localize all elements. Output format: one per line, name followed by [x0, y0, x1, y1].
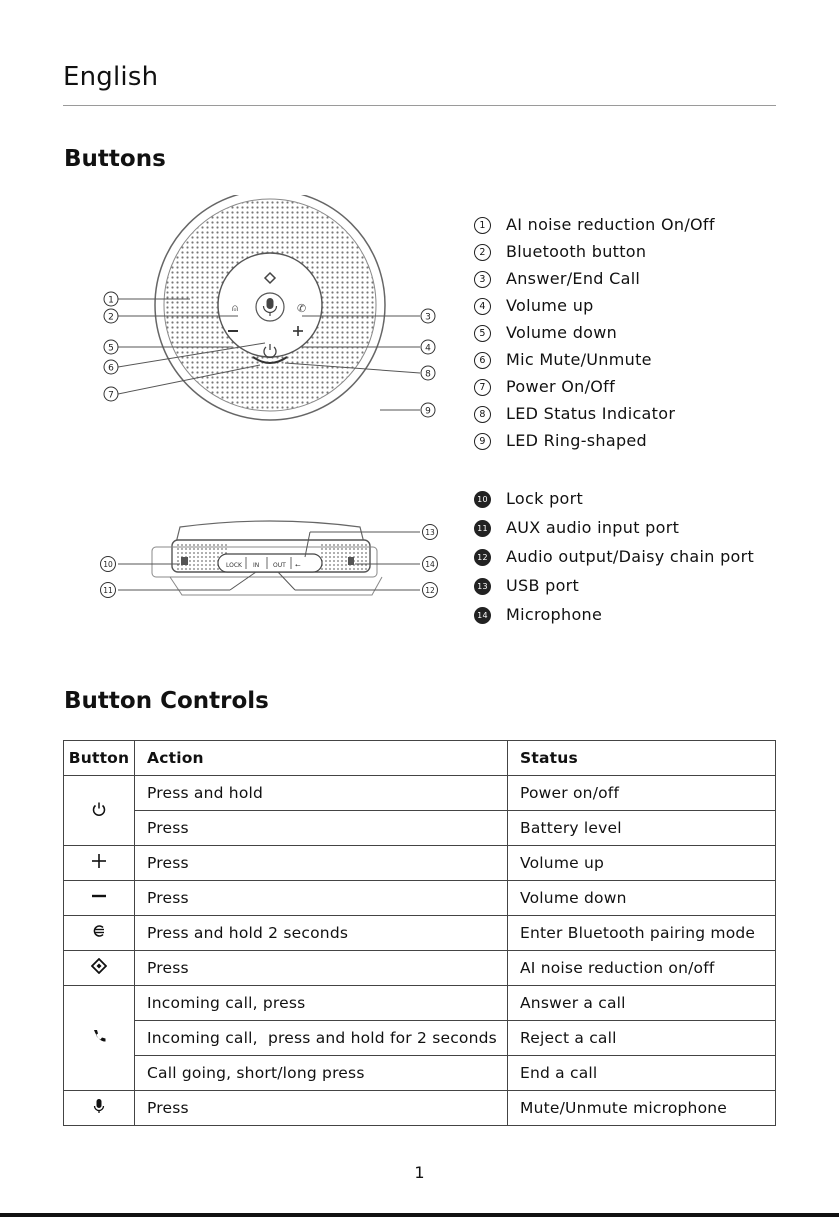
legend-item — [474, 605, 602, 629]
legend-label: USB port — [506, 576, 580, 595]
svg-text:14: 14 — [425, 560, 435, 569]
legend-item — [474, 242, 646, 266]
legend-label: Audio output/Daisy chain port — [506, 547, 755, 566]
svg-text:✆: ✆ — [297, 302, 307, 315]
lock-port-label: LOCK — [226, 562, 242, 569]
svg-text:⍝: ⍝ — [232, 303, 238, 314]
action-cell: Press — [135, 1091, 508, 1126]
status-cell: AI noise reduction on/off — [508, 951, 776, 986]
action-cell: Press and hold 2 seconds — [135, 916, 508, 951]
legend-item — [474, 489, 583, 513]
page-number: 1 — [414, 1163, 425, 1182]
legend-number: 4 — [474, 298, 491, 315]
svg-text:9: 9 — [425, 406, 431, 417]
mic-icon — [91, 1098, 107, 1114]
legend-item — [474, 518, 679, 542]
legend-item — [474, 350, 652, 374]
legend-label: Mic Mute/Unmute — [506, 350, 652, 369]
action-cell: Press — [135, 811, 508, 846]
status-cell: Reject a call — [508, 1021, 776, 1056]
legend-item — [474, 296, 594, 320]
svg-text:10: 10 — [103, 560, 113, 569]
legend-number: 2 — [474, 244, 491, 261]
section-title-button-controls: Button Controls — [64, 688, 269, 714]
legend-item — [474, 404, 675, 428]
svg-text:11: 11 — [103, 586, 113, 595]
table-row — [64, 916, 776, 951]
svg-text:4: 4 — [425, 343, 431, 354]
table-row — [64, 1021, 776, 1056]
page-language-title: English — [63, 62, 159, 92]
table-row — [64, 1091, 776, 1126]
legend-label: LED Status Indicator — [506, 404, 676, 423]
table-row — [64, 1056, 776, 1091]
status-cell: Power on/off — [508, 776, 776, 811]
status-cell: Answer a call — [508, 986, 776, 1021]
legend-label: Volume up — [506, 296, 594, 315]
action-cell: Press and hold — [135, 776, 508, 811]
legend-item — [474, 547, 754, 571]
legend-number: 9 — [474, 433, 491, 450]
action-cell: Press — [135, 881, 508, 916]
power-icon — [91, 801, 107, 817]
legend-item — [474, 431, 647, 455]
status-cell: End a call — [508, 1056, 776, 1091]
legend-number: 8 — [474, 406, 491, 423]
legend-number: 14 — [474, 607, 491, 624]
legend-item — [474, 269, 640, 293]
phone-icon — [91, 1028, 107, 1044]
header-action: Action — [135, 741, 508, 776]
action-cell: Press — [135, 951, 508, 986]
legend-item — [474, 323, 617, 347]
phone-button-cell — [64, 986, 135, 1091]
status-cell: Mute/Unmute microphone — [508, 1091, 776, 1126]
legend-label: Bluetooth button — [506, 242, 647, 261]
table-header-row — [64, 741, 776, 776]
status-cell: Enter Bluetooth pairing mode — [508, 916, 776, 951]
legend-number: 5 — [474, 325, 491, 342]
legend-label: Microphone — [506, 605, 603, 624]
ai-noise-button-cell — [64, 951, 135, 986]
plus-button-cell — [64, 846, 135, 881]
section-title-buttons: Buttons — [64, 146, 166, 172]
bluetooth-icon — [91, 923, 107, 939]
legend-label: Volume down — [506, 323, 618, 342]
status-cell: Volume up — [508, 846, 776, 881]
table-row — [64, 951, 776, 986]
audio-out-port-label: OUT — [273, 562, 286, 569]
status-cell: Battery level — [508, 811, 776, 846]
status-cell: Volume down — [508, 881, 776, 916]
table-row — [64, 776, 776, 811]
action-cell: Call going, short/long press — [135, 1056, 508, 1091]
ai-noise-icon — [91, 958, 107, 974]
svg-text:1: 1 — [108, 295, 114, 306]
legend-number: 7 — [474, 379, 491, 396]
legend-item — [474, 377, 615, 401]
svg-text:3: 3 — [425, 312, 431, 323]
legend-label: Lock port — [506, 489, 584, 508]
table-row — [64, 811, 776, 846]
svg-text:5: 5 — [108, 343, 114, 354]
legend-number: 10 — [474, 491, 491, 508]
legend-number: 6 — [474, 352, 491, 369]
header-button: Button — [64, 741, 135, 776]
power-button-cell — [64, 776, 135, 846]
speaker-top-view — [155, 195, 385, 420]
svg-text:6: 6 — [108, 363, 114, 374]
header-status: Status — [508, 741, 776, 776]
aux-in-port-label: IN — [253, 562, 260, 569]
legend-number: 11 — [474, 520, 491, 537]
mic-button-cell — [64, 1091, 135, 1126]
legend-label: AUX audio input port — [506, 518, 680, 537]
svg-text:2: 2 — [108, 312, 114, 323]
legend-number: 13 — [474, 578, 491, 595]
svg-text:13: 13 — [425, 528, 435, 537]
speaker-diagram — [80, 195, 450, 615]
svg-text:⭠: ⭠ — [295, 561, 301, 569]
action-cell: Incoming call, press — [135, 986, 508, 1021]
page-bottom-edge — [0, 1213, 839, 1217]
bluetooth-button-cell — [64, 916, 135, 951]
legend-label: LED Ring-shaped — [506, 431, 647, 450]
button-controls-table — [63, 740, 776, 1126]
plus-icon — [91, 853, 107, 869]
svg-text:8: 8 — [425, 369, 431, 380]
legend-label: Power On/Off — [506, 377, 616, 396]
svg-text:12: 12 — [425, 586, 435, 595]
svg-text:7: 7 — [108, 390, 114, 401]
header-divider — [63, 105, 776, 106]
legend-number: 3 — [474, 271, 491, 288]
action-cell: Incoming call, press and hold for 2 seconds — [135, 1021, 508, 1056]
legend-label: Answer/End Call — [506, 269, 641, 288]
legend-item — [474, 215, 715, 239]
minus-button-cell — [64, 881, 135, 916]
table-row — [64, 986, 776, 1021]
legend-number: 1 — [474, 217, 491, 234]
table-row — [64, 881, 776, 916]
action-cell: Press — [135, 846, 508, 881]
minus-icon — [91, 888, 107, 904]
legend-label: AI noise reduction On/Off — [506, 215, 715, 234]
table-row — [64, 846, 776, 881]
legend-number: 12 — [474, 549, 491, 566]
legend-item — [474, 576, 579, 600]
